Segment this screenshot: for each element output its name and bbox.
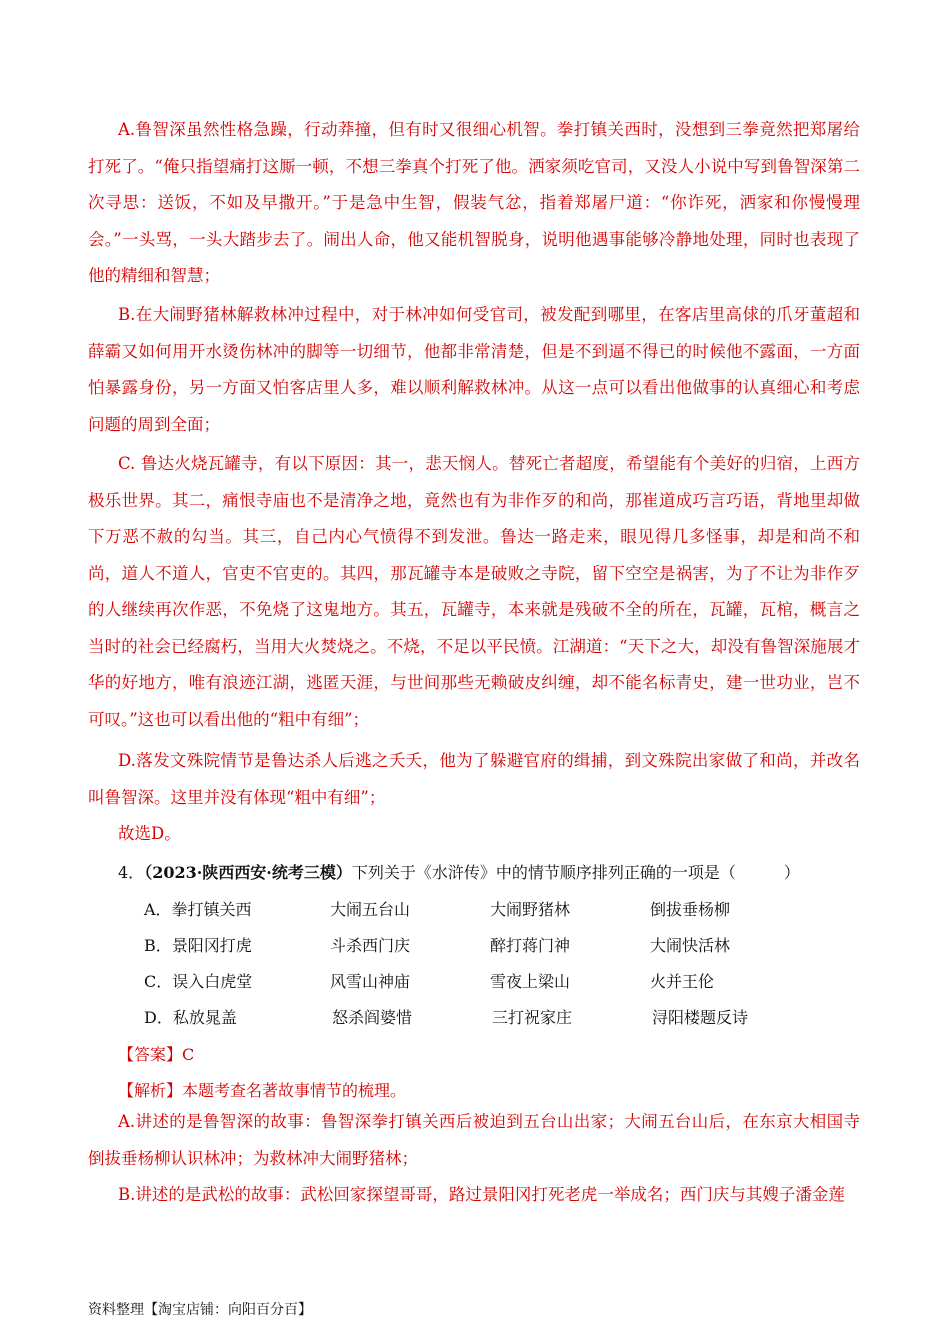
option-item: 斗杀西门庆 <box>330 936 411 955</box>
page-footer: 资料整理【淘宝店铺：向阳百分百】 <box>88 1302 312 1318</box>
answer-line <box>118 1042 194 1068</box>
question-number: 4． <box>118 863 145 882</box>
question-source: （2023·陕西西安·统考三模） <box>144 863 352 882</box>
question-stem <box>118 860 800 886</box>
explanation-option-a: A.鲁智深虽然性格急躁，行动莽撞，但有时又很细心机智。拳打镇关西时，没想到三拳竟然把郑屠给打死了。“俺只指望痛打这厮一顿，不想三拳真个打死了他。洒家须吃官司，又没人小说中写到鲁智深第二次寻思：送饭，不如及早撒开。”于是急中生智，假装气忿，指着郑屠尸道：“你诈死，洒家和你慢慢理会。”一头骂，一头大踏步去了。闹出人命，他又能机智脱身，说明他遇事能够冷静地处理，同时也表现了他的精细和智慧； <box>88 120 860 285</box>
option-item: 大闹快活林 <box>650 936 731 955</box>
question-text: 下列关于《水浒传》中的情节顺序排列正确的一项是（ ） <box>351 863 800 882</box>
option-label: A．拳打镇关西 <box>144 900 252 919</box>
analysis-tag: 【解析】 <box>118 1081 183 1100</box>
option-item: 三打祝家庄 <box>492 1008 573 1027</box>
option-item: 大闹五台山 <box>330 900 411 919</box>
answer-value: C <box>182 1045 195 1064</box>
option-item: 怒杀阎婆惜 <box>332 1008 413 1027</box>
option-label: B．景阳冈打虎 <box>144 936 252 955</box>
explanation-option-c: C. 鲁达火烧瓦罐寺，有以下原因：其一，悲天悯人。替死亡者超度，希望能有个美好的归宿，上西方极乐世界。其二，痛恨寺庙也不是清净之地，竟然也有为非作歹的和尚，那崔道成巧言巧语，背地里却做下万恶不赦的勾当。其三，自己内心气愤得不到发泄。鲁达一路走来，眼见得几多怪事，却是和尚不和尚，道人不道人，官吏不官吏的。其四，那瓦罐寺本是破败之寺院，留下空空是祸害，为了不让为非作歹的人继续再次作恶，不免烧了这鬼地方。其五，瓦罐寺，本来就是残破不全的所在，瓦罐，瓦棺，概言之当时的社会已经腐朽，当用大火焚烧之。不烧，不足以平民愤。江湖道：“天下之大，却没有鲁智深施展才华的好地方，唯有浪迹江湖，逃匿天涯，与世间那些无赖破皮纠缠，却不能名标青史，建一世功业，岂不可叹。”这也可以看出他的“粗中有细”； <box>88 454 860 729</box>
option-item: 风雪山神庙 <box>330 972 411 991</box>
explanation-conclusion: 故选D。 <box>118 824 181 843</box>
answer-tag: 【答案】 <box>118 1045 183 1064</box>
option-item: 倒拔垂杨柳 <box>650 900 731 919</box>
explanation-option-d: D.落发文殊院情节是鲁达杀人后逃之夭夭，他为了躲避官府的缉捕，到文殊院出家做了和尚，并改名叫鲁智深。这里并没有体现“粗中有细”； <box>88 751 860 807</box>
option-item: 雪夜上梁山 <box>490 972 571 991</box>
option-item: 醉打蒋门神 <box>490 936 571 955</box>
analysis-option-a: A.讲述的是鲁智深的故事：鲁智深拳打镇关西后被迫到五台山出家；大闹五台山后，在东京大相国寺倒拔垂杨柳认识林冲；为救林冲大闹野猪林； <box>88 1112 860 1168</box>
option-label: C．误入白虎堂 <box>144 972 253 991</box>
analysis-summary: 本题考查名著故事情节的梳理。 <box>182 1081 407 1100</box>
explanation-option-b: B.在大闹野猪林解救林冲过程中，对于林冲如何受官司，被发配到哪里，在客店里高俅的爪牙董超和薛霸又如何用开水烫伤林冲的脚等一切细节，他都非常清楚，但是不到逼不得已的时候他不露面，一方面怕暴露身份，另一方面又怕客店里人多，难以顺利解救林冲。从这一点可以看出他做事的认真细心和考虑问题的周到全面； <box>88 305 860 434</box>
option-item: 火并王伦 <box>650 972 715 991</box>
option-label: D．私放晁盖 <box>144 1008 237 1027</box>
analysis-option-b: B.讲述的是武松的故事：武松回家探望哥哥，路过景阳冈打死老虎一举成名；西门庆与其嫂子潘金莲 <box>118 1185 845 1204</box>
option-item: 大闹野猪林 <box>490 900 571 919</box>
option-item: 浔阳楼题反诗 <box>652 1008 749 1027</box>
analysis-line <box>118 1078 406 1104</box>
